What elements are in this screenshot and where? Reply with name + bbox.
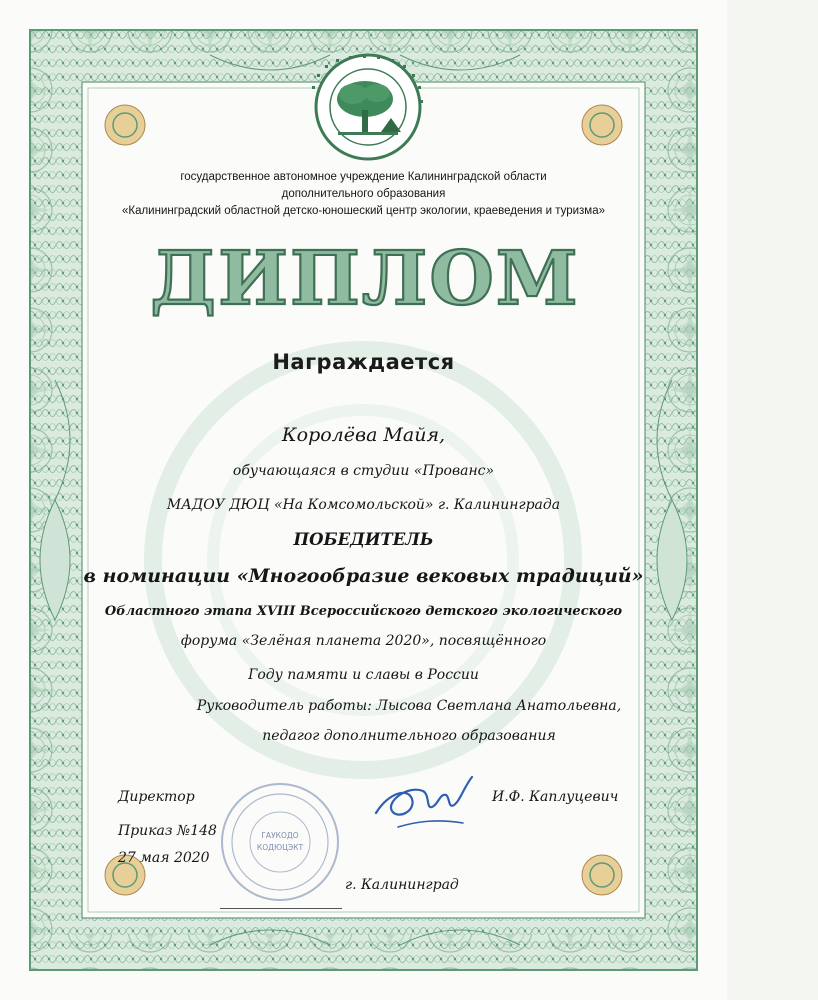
- nomination-text: в номинации «Многообразие вековых традиций»: [83, 565, 644, 587]
- director-signature: [368, 765, 478, 840]
- signature-role: Директор: [118, 789, 195, 805]
- organization-line-2: дополнительного образования: [281, 188, 446, 200]
- event-line-3: Году памяти и славы в России: [248, 667, 479, 683]
- organization-line-3: «Калининградский областной детско-юношеский центр экологии, краеведения и туризма»: [121, 205, 605, 217]
- result-label: ПОБЕДИТЕЛЬ: [293, 530, 434, 549]
- supervisor-line-1: Руководитель работы: Лысова Светлана Анатольевна,: [196, 698, 622, 714]
- svg-text:ДИПЛОМ: ДИПЛОМ: [150, 236, 580, 322]
- organization-logo: [303, 52, 433, 162]
- supervisor-line-2: педагог дополнительного образования: [262, 728, 556, 744]
- order-number: Приказ №148: [118, 823, 217, 839]
- diploma-title: [150, 228, 580, 322]
- recipient-studio: обучающаяся в студии «Прованс»: [232, 463, 495, 479]
- event-line-1: Областного этапа XVIII Всероссийского детского экологического: [104, 604, 623, 619]
- svg-text:ГАУКОДО: ГАУКОДО: [261, 831, 299, 840]
- awarded-label: Награждается: [272, 350, 455, 374]
- recipient-name: Королёва Майя,: [281, 424, 446, 446]
- organization-line-1: государственное автономное учреждение Калининградской области: [180, 171, 547, 183]
- city: г. Калининград: [345, 877, 459, 893]
- event-line-2: форума «Зелёная планета 2020», посвящённого: [180, 633, 547, 649]
- svg-text:КОДЮЦЭКТ: КОДЮЦЭКТ: [256, 843, 304, 852]
- recipient-institution: МАДОУ ДЮЦ «На Комсомольской» г. Калининграда: [166, 497, 561, 513]
- signature-name: И.Ф. Каплуцевич: [492, 789, 619, 805]
- official-stamp: [218, 780, 342, 904]
- stamp-baseline: [220, 908, 342, 909]
- order-date: 27 мая 2020: [118, 850, 210, 866]
